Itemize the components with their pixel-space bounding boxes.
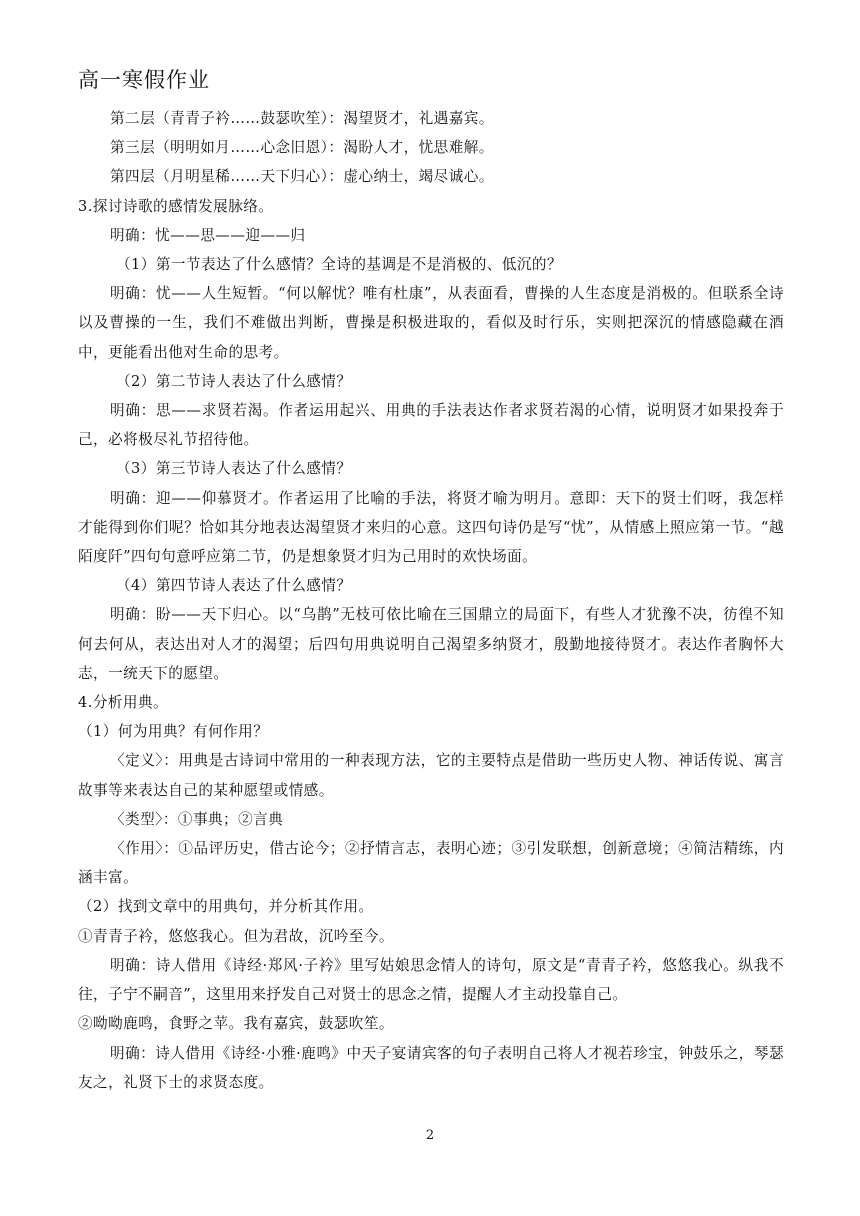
paragraph: 明确：忧——人生短暂。“何以解忧？唯有杜康”，从表面看，曹操的人生态度是消极的。但联系全诗以及曹操的一生，我们不难做出判断，曹操是积极进取的，看似及时行乐，实则把深沉的情感隐藏在酒中，更能看出他对生命的思考。 — [78, 285, 784, 361]
paragraph: 第三层（明明如月……心念旧恩）：渴盼人才，忧思难解。 — [110, 139, 494, 157]
paragraph: ①青青子衿，悠悠我心。但为君故，沉吟至今。 — [78, 927, 394, 945]
paragraph: 〈定义〉：用典是古诗词中常用的一种表现方法，它的主要特点是借助一些历史人物、神话传说、寓言故事等来表达自己的某种愿望或情感。 — [78, 752, 784, 799]
document-body — [78, 104, 784, 1097]
paragraph: （3）第三节诗人表达了什么感情？ — [116, 460, 352, 478]
paragraph: 明确：思——求贤若渴。作者运用起兴、用典的手法表达作者求贤若渴的心情，说明贤才如果投奔于己，必将极尽礼节招待他。 — [78, 402, 784, 449]
page-number: 2 — [425, 1128, 435, 1143]
paragraph: 明确：诗人借用《诗经·小雅·鹿鸣》中天子宴请宾客的句子表明自己将人才视若珍宝，钟鼓乐之，琴瑟友之，礼贤下士的求贤态度。 — [78, 1044, 784, 1091]
paragraph: 第四层（月明星稀……天下归心）：虚心纳士，竭尽诚心。 — [110, 168, 494, 186]
paragraph: （1）第一节表达了什么感情？全诗的基调是不是消极的、低沉的？ — [116, 256, 563, 274]
paragraph: ②呦呦鹿鸣，食野之苹。我有嘉宾，鼓瑟吹笙。 — [78, 1015, 394, 1033]
paragraph: 明确：迎——仰慕贤才。作者运用了比喻的手法，将贤才喻为明月。意即：天下的贤士们呀，我怎样才能得到你们呢？恰如其分地表达渴望贤才来归的心意。这四句诗仍是写“忧”，从情感上照应第一节。“越陌度阡”四句句意呼应第二节，仍是想象贤才归为己用时的欢快场面。 — [78, 489, 784, 566]
paragraph: 第二层（青青子衿……鼓瑟吹笙）：渴望贤才，礼遇嘉宾。 — [110, 110, 494, 127]
paragraph: （1）何为用典？有何作用？ — [78, 723, 269, 741]
paragraph: 3.探讨诗歌的感情发展脉络。 — [78, 197, 274, 215]
page-header-title: 高一寒假作业 — [78, 68, 210, 92]
paragraph: （2）第二节诗人表达了什么感情？ — [116, 372, 352, 390]
paragraph: （4）第四节诗人表达了什么感情？ — [116, 577, 352, 595]
paragraph: （2）找到文章中的用典句，并分析其作用。 — [78, 898, 374, 916]
paragraph: 明确：忧——思——迎——归 — [110, 226, 306, 244]
paragraph: 〈类型〉：①事典；②言典 — [110, 810, 284, 828]
paragraph: 明确：诗人借用《诗经·郑风·子衿》里写姑娘思念情人的诗句，原文是“青青子衿，悠悠我心。纵我不往，子宁不嗣音”，这里用来抒发自己对贤士的思念之情，提醒人才主动投靠自己。 — [78, 956, 784, 1004]
paragraph: 4.分析用典。 — [78, 694, 169, 712]
paragraph: 明确：盼——天下归心。以“乌鹊”无枝可依比喻在三国鼎立的局面下，有些人才犹豫不决，彷徨不知何去何从，表达出对人才的渴望；后四句用典说明自己渴望多纳贤才，殷勤地接待贤才。表达作者胸怀大志，一统天下的愿望。 — [78, 606, 784, 682]
paragraph: 〈作用〉：①品评历史，借古论今；②抒情言志，表明心迹；③引发联想，创新意境；④简洁精练，内涵丰富。 — [78, 840, 784, 887]
